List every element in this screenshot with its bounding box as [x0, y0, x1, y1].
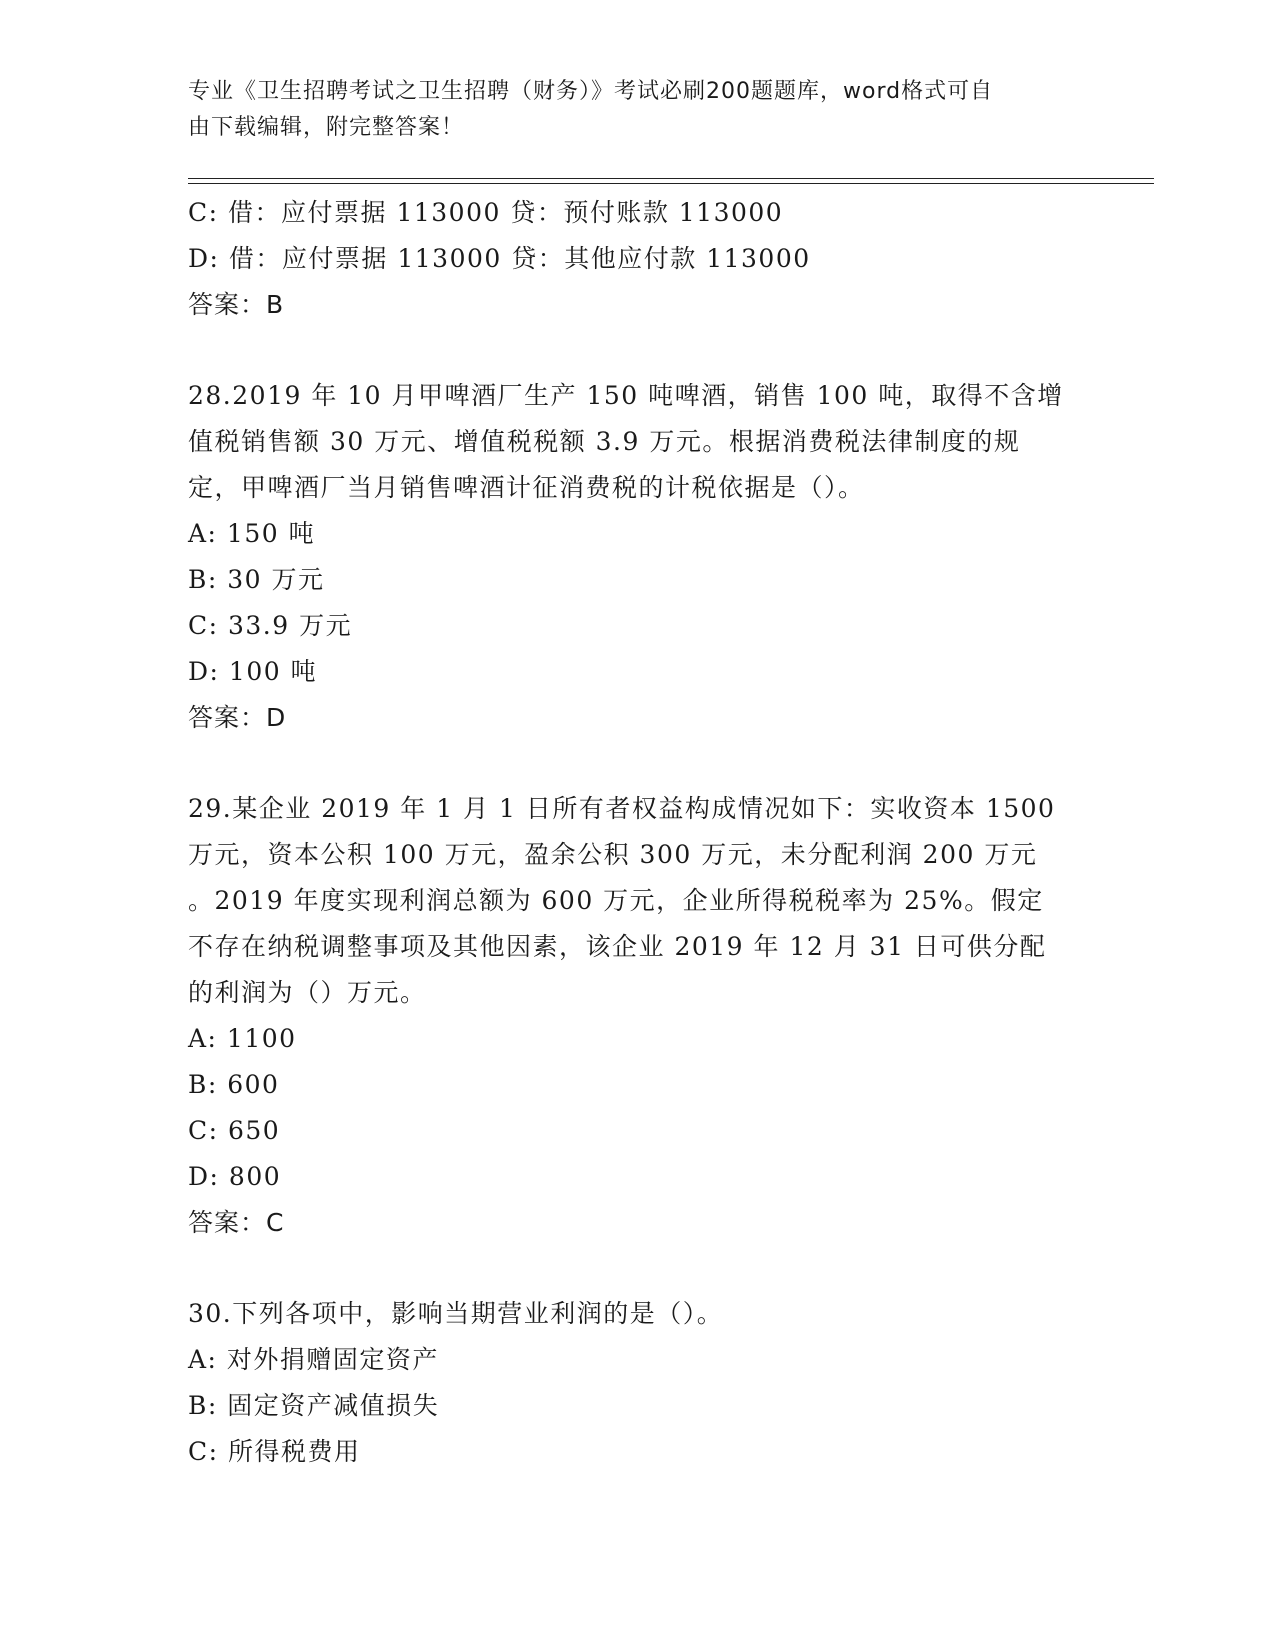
- option-c: C: 所得税费用: [188, 1437, 361, 1466]
- option-d: D: 借：应付票据 113000 贷：其他应付款 113000: [188, 244, 811, 273]
- question-text: 的利润为（）万元。: [188, 978, 427, 1007]
- answer-label: 答案：D: [188, 703, 287, 732]
- option-d: D: 800: [188, 1162, 282, 1191]
- answer-label: 答案：C: [188, 1208, 285, 1237]
- option-c: C: 650: [188, 1116, 281, 1145]
- header-line: 专业《卫生招聘考试之卫生招聘（财务）》考试必刷200题题库，word格式可自: [188, 79, 994, 104]
- question-block-29: [188, 786, 1078, 1246]
- question-text: 29.某企业 2019 年 1 月 1 日所有者权益构成情况如下：实收资本 1500: [188, 794, 1056, 823]
- option-b: B: 600: [188, 1070, 280, 1099]
- document-header: [188, 74, 1068, 146]
- option-c: C: 借：应付票据 113000 贷：预付账款 113000: [188, 198, 784, 227]
- question-block-28: [188, 373, 1078, 741]
- option-a: A: 1100: [188, 1024, 297, 1053]
- option-a: A: 150 吨: [188, 519, 316, 548]
- option-b: B: 30 万元: [188, 565, 325, 594]
- question-text: 值税销售额 30 万元、增值税税额 3.9 万元。根据消费税法律制度的规: [188, 427, 1021, 456]
- question-text: 。2019 年度实现利润总额为 600 万元，企业所得税税率为 25%。假定: [188, 886, 1044, 915]
- answer-label: 答案：B: [188, 290, 285, 319]
- question-list: [188, 190, 1078, 1475]
- question-text: 30.下列各项中，影响当期营业利润的是（）。: [188, 1299, 724, 1328]
- option-d: D: 100 吨: [188, 657, 318, 686]
- option-c: C: 33.9 万元: [188, 611, 353, 640]
- question-text: 不存在纳税调整事项及其他因素，该企业 2019 年 12 月 31 日可供分配: [188, 932, 1047, 961]
- question-block-27: [188, 190, 1078, 328]
- header-line: 由下载编辑，附完整答案！: [188, 115, 465, 140]
- question-text: 万元，资本公积 100 万元，盈余公积 300 万元，未分配利润 200 万元: [188, 840, 1038, 869]
- question-text: 定，甲啤酒厂当月销售啤酒计征消费税的计税依据是（）。: [188, 473, 865, 502]
- option-a: A: 对外捐赠固定资产: [188, 1345, 439, 1374]
- question-text: 28.2019 年 10 月甲啤酒厂生产 150 吨啤酒，销售 100 吨，取得不含增: [188, 381, 1064, 410]
- option-b: B: 固定资产减值损失: [188, 1391, 440, 1420]
- question-block-30: [188, 1291, 1078, 1475]
- header-divider: [188, 178, 1154, 179]
- header-divider: [188, 183, 1154, 184]
